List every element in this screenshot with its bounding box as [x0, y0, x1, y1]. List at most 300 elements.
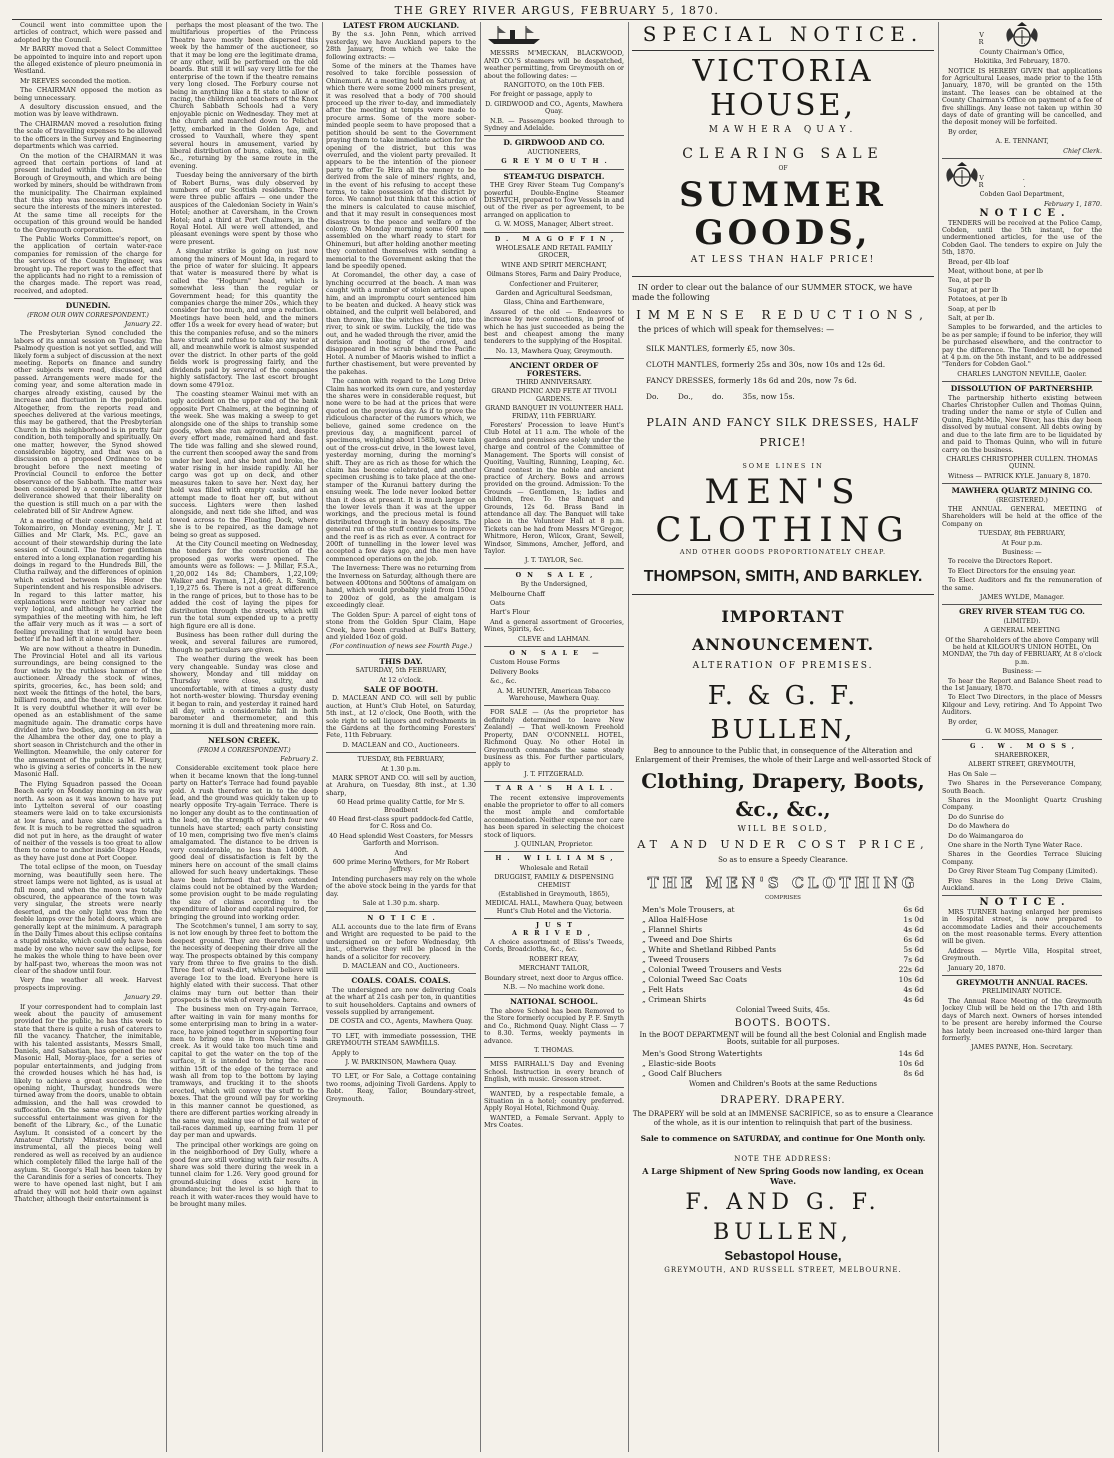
- gaol-items: [942, 259, 1102, 323]
- boots-price-list: [642, 1049, 924, 1079]
- article-paragraph: If your correspondent had to complain last week about the paucity of amusement provided for the public, he has this week to state that there is quite a rush of caterers to fill the vacancy. Thatcher, the inimitable, with his talented assistants, Messrs Small, Daniels, and Sabastian, has opened the new Masonic Hall, Moray-place, for a series of popular entertainments, and judging from the crowded houses which he has had, is likely to achieve a great success. On the opening night, Thursday, hundreds were turned away from the doors, unable to obtain admission, and the hall was crowded to suffocation. On the same evening, a highly successful entertainment was given for the benefit of the Library, &c., of the Lunatic Asylum. It consisted of a concert by the Amateur Christy Minstrels, vocal and instrumental, all the pieces being well rendered as well as received by an audience which completely filled the large hall of the asylum. St. George's Hall has been taken by the Carandinis for a series of concerts. They were to have opened last night, but I am afraid they will not hold their own against Thatcher, although their entertainment is: [14, 1002, 162, 1204]
- article-paragraph: The business men on Try-again Terrace, after waiting in vain for many months for some enterprising man to bring in a water-race, have joined together in supporting four men to bring one in from Nelson's main creek. As it would take too much time and capital to get the water on the top of the surface, it is intended to bring the race within 15ft of the edge of the terrace and wash all from top to the bottom by laying tramways, and trucking it to the shoots erected, which will convey the stuff to the boxes. That the ground will pay for working in this manner cannot be questioned, as there are different parties working already in the same way, making use of the tail water of tail-races dammed up, earning from 1l per day per man and upwards.: [170, 1005, 318, 1140]
- coals-text: The undersigned are now delivering Coals at the wharf at 21s cash per ton, in quantities to suit householders. Captains and owners of vessels supplied by arrangement.: [326, 985, 476, 1016]
- price-item-value: 6s 6d: [903, 934, 924, 944]
- sprot-note: Intending purchasers may rely on the whole of the above stock being in the yards for that day.: [326, 874, 476, 898]
- turner-title: NOTICE.: [979, 897, 1071, 909]
- gaol-item: Bread, per 4lb loaf: [948, 257, 1009, 266]
- dunedin-date-2: January 29.: [124, 993, 162, 1002]
- tara-text: The recent extensive improvements enable the proprietor to offer to all comers the most ample and comfortable accommodation. Neither expense nor care has been spared in selecting the choicest stock of liquors.: [484, 793, 624, 839]
- williams-sub: Wholesale and Retail: [519, 863, 589, 872]
- dunedin-continued: [170, 22, 318, 730]
- magoffin-line: Oilmans Stores, Farm and Dairy Produce,: [486, 270, 622, 279]
- dissolution-text: The partnership hitherto existing between Charles Christopher Cullen and Thomas Quinn, trading under the name or style of Cullen and Quinn, Eight-Mile, New River, has this day been dissolved by mutual consent. All debts owing by and due to the late firm are to be liquidated by and paid to Thomas Quinn, who will in future carry on the business.: [942, 393, 1102, 454]
- wanted-servant: WANTED, a Female Servant. Apply to Mrs Coates.: [484, 1113, 624, 1130]
- gaol-item: Potatoes, at per lb: [948, 295, 1008, 304]
- some-lines: SOME LINES IN: [742, 462, 824, 471]
- mawhera-date: TUESDAY, 8th FEBRUARY,: [978, 529, 1066, 538]
- cottage-text: TO LET, or For Sale, a Cottage containing two rooms, adjoining Tivoli Gardens. Apply to Robt. Reay, Tailor, Boundary-street, Greymouth.: [326, 1072, 476, 1103]
- share-item: Five Shares in the Long Drive Claim, Auckland.: [942, 876, 1102, 892]
- boots-item: [642, 1049, 924, 1059]
- share-item: Do Grey River Steam Tug Company (Limited).: [948, 867, 1098, 876]
- of-label: OF: [778, 165, 788, 172]
- foresters-text: Foresters' Procession to leave Hunt's Club Hotel at 11 a.m. The whole of the gardens and premises are solely under the charge and control of the Committee of Management. The Sports will consist of Quoiting, Vaulting, Running, Leaping, &c. Grand contest in the noble and ancient practice of Archery. Bows and arrows provided on the ground. Admission: To the Grounds — Gentlemen, 1s; ladies and children, free. To the Banquet and Grounds, 12s 6d. Brass Band in attendance all day. The Banquet will take place in the Volunteer Hall at 8 p.m. Tickets can be had from Messrs M'Gregor, Whitmore, Heron, Wilcox, Grant, Sewell, Windsor, Simmons, Amcher, Jefford, and Taylor.: [484, 421, 624, 555]
- races-title: GREYMOUTH ANNUAL RACES.: [956, 978, 1088, 988]
- mawhera-quay: MAWHERA QUAY.: [708, 125, 858, 135]
- important-announcement: IMPORTANT ANNOUNCEMENT.: [691, 607, 875, 655]
- foresters-banquet: GRAND BANQUET IN VOLUNTEER HALL FRIDAY, 11th FEBRUARY.: [485, 404, 623, 420]
- bullen-name-2: F. AND G. F. BULLEN,: [685, 1190, 881, 1246]
- williams-line: (Established in Greymouth, 1865),: [498, 890, 610, 898]
- price-line: FANCY DRESSES, formerly 18s 6d and 20s, now 7s 6d.: [646, 376, 857, 386]
- sale1-sign: CLEVE and LAHMAN.: [518, 634, 590, 643]
- this-day-date: SATURDAY, 5th FEBRUARY,: [355, 666, 447, 675]
- business-item: To receive the Directors Report.: [948, 557, 1053, 566]
- article-paragraph: Considerable excitement took place here when it became known that the long-tunnel party on Hatter's Terrace had found payable gold. A rush therefore set in to the deep lead, and the ground was quickly taken up to nearly opposite Try-again Terrace. There is no longer any doubt as to the continuation of the lead, on the strength of which four new tunnels have started; each party consisting of 10 men, comprising two five men's claims amalgamated. The distance to be driven is very considerable, no less than 1400ft. A good deal of dissatisfaction is felt by the miners here on account of the small claims allowed for such heavy undertakings. These have been informed that even extended claims could not be obtained by the Warden; some provision ought to be made regulating the size of claims according to the expenditure of labor and capital required, for bringing the ground into working order.: [170, 764, 318, 921]
- gaol-text-2: Samples to be forwarded, and the articles to be as per sample; if found to be inferior, they will be purchased elsewhere, and the contractor to pay the difference. The Tenders will be opened at 4 p.m. on the 5th instant, and to be addressed "Tenders for Cobden Gaol.": [942, 323, 1102, 369]
- dunedin-body-2: [14, 1004, 162, 1204]
- sprot-date: TUESDAY, 8th FEBRUARY,: [357, 755, 445, 764]
- clothing-price-list: [642, 905, 924, 1005]
- hotel-for-sale-ad: [484, 705, 624, 778]
- article-paragraph: The Presbyterian Synod concluded the labors of its annual session on Tuesday. The Psalmody question is not yet settled, and will likely form a subject of discussion at the next meeting. Reports on finance and sundry other subjects were read, discussed, and passed. Arrangements were made for the coming year, and some alteration made in charges already existing, caused by the increase and fluctuation in the population. Altogether, from the reports read and speeches delivered at the various meetings, this may be gathered, that the Presbyterian Church in this neighborhood is in pretty fair condition, both temporally and spiritually. On one matter, however, the Synod showed considerable bigotry, and that was on a discussion on a proposed Ordinance to be brought before the next meeting of Provincial Council to enforce the better observance of the Sabbath. The matter was been considered by a committee, and their deliverance showed that their liberality on the question is still much on a par with the celebrated bill of Sir Andrew Agnew.: [14, 329, 162, 516]
- mawhera-business: Business: —: [1002, 547, 1042, 556]
- nelson-date: February 2.: [280, 755, 318, 763]
- boots-item: [642, 1059, 924, 1069]
- coals-ad: [326, 973, 476, 1025]
- dunedin-article: [14, 298, 162, 1203]
- foresters-ad: [484, 358, 624, 565]
- price-item-name: „ Elastic-side Boots: [642, 1058, 716, 1068]
- county-sign: A. E. TENNANT,: [995, 137, 1049, 146]
- price-item-name: „ Crimean Shirts: [642, 994, 707, 1004]
- moss-address: ALBERT STREET, GREYMOUTH,: [968, 760, 1076, 769]
- prices-intro: the prices of which will speak for themselves: —: [638, 325, 835, 335]
- share-item: Shares in the Geordies Terrace Sluicing Company.: [942, 850, 1102, 866]
- price-item-value: 4s 6d: [903, 984, 924, 994]
- article-paragraph: Business has been rather dull during the week, and several failures are rumored, though no particulars are given.: [170, 630, 318, 654]
- article-paragraph: On the motion of the CHAIRMAN it was agreed that certain portions of land at present included within the limits of the Borough of Greymouth, and which are being worked by miners, should be withdrawn from the municipality. The Chairman explained that this step was necessary in order to secure the interests of the miners interested. At the same time all receipts for the occupation of this ground would be handed to the Greymouth corporation.: [14, 151, 162, 234]
- dissolution-witness: Witness — PATRICK KYLE. January 8, 1870.: [948, 471, 1091, 480]
- county-text: NOTICE IS HEREBY GIVEN that applications for Agricultural Leases, made prior to the 15th January, 1870, will be granted on the 15th instant. The leases can be obtained at the County Chairman's Office on payment of a fee of five shillings. Any lease not taken up within 30 days of date of granting will be cancelled, and the deposit money will be forfeited.: [942, 66, 1102, 127]
- price-list: [646, 341, 934, 405]
- price-item-name: Men's Mole Trousers, at: [642, 904, 735, 914]
- magoffin-line: Glass, China and Earthenware,: [503, 298, 605, 307]
- column-2: [170, 22, 318, 1452]
- drapery-text: The DRAPERY will be sold at an IMMENSE SACRIFICE, so as to ensure a Clearance of the whole, as it is our intention to relinquish that part of the business.: [632, 1110, 934, 1128]
- sale2-items: [484, 659, 624, 685]
- sale-item: Custom House Forms: [490, 658, 560, 667]
- article-paragraph: The total eclipse of the moon, on Tuesday morning, was beautifully seen here. The street lamps were not lighted, as is usual at full moon, and when the moon was totally obscured, the appearance of the town was very singular, the streets were nearly deserted, and the only light was from the feeble lamps over the hotel doors, which are generally kept at the minimum. A paragraph in the Daily Times about this eclipse contains a stupid mistake, which could only have been made by one who never saw the eclipse, for he makes the whole thing to have been over by half-past two, whereas the moon was not clear of the shadow until four.: [14, 863, 162, 975]
- sprot-time: At 1.30 p.m.: [381, 764, 421, 773]
- mawhera-text: THE ANNUAL GENERAL MEETING of Shareholders will be held at the office of the Company on: [942, 504, 1102, 528]
- coals-title: COALS. COALS. COALS.: [351, 976, 451, 986]
- article-paragraph: The weather during the week has been very changeable. Sunday was close and showery, Monday and till midday on Thursday were close, sultry, and uncomfortable, with at times a gusty dusty hot north-wester blowing. Thursday evening it began to rain, and yesterday it rained hard all day, with a considerable fall in both barometer and thermometer, and this morning it is dull and threatening more rain.: [170, 655, 318, 730]
- article-paragraph: The Inverness: There was no returning from the Inverness on Saturday, although there are between 400tons and 500tons of amalgam on hand, which would probably yield from 150oz to 200oz of gold, as the amalgam is exceedingly clear.: [326, 564, 476, 610]
- sale1-by: By the Undersigned,: [520, 580, 588, 589]
- article-paragraph: The Public Works Committee's report, on the application of certain water-race companies for remission of the charge for the services of the County Engineer, was brought up. The report was to the effect that the applicants had no right to a remission of the charges made. The report was read, received, and adopted.: [14, 234, 162, 295]
- grey-tug-business: Business: —: [1002, 667, 1042, 676]
- summer-goods: SUMMER GOODS,: [679, 175, 887, 254]
- clothing-item: [642, 955, 924, 965]
- coals-sign: DE COSTA and CO., Agents, Mawhera Quay.: [329, 1017, 473, 1026]
- column-1: [14, 22, 162, 1452]
- magoffin-ad: [484, 232, 624, 356]
- article-paragraph: Council went into committee upon the articles of contract, which were passed and adopted by the Council.: [14, 22, 162, 44]
- price-item-value: 5s 6d: [903, 944, 924, 954]
- clothing-item: [642, 995, 924, 1005]
- this-day-title: THIS DAY.: [379, 656, 423, 666]
- races-ad: [942, 975, 1102, 1052]
- dissolution-title: DISSOLUTION OF PARTNERSHIP.: [950, 384, 1094, 394]
- article-paragraph: The Scotchmen's tunnel, I am sorry to say, is not low enough by three feet to bottom the deepest ground. They are therefore under the necessity of deepening their drive all the way. The prospects obtained by this company vary from three to five grains to the dish. Three feet of wash-dirt, which I believe will average 1oz to the load. Everyone here is highly elated with their success. That other claims may turn out better than their prospects is the wish of every one here.: [170, 921, 318, 1004]
- immense-reductions: IMMENSE REDUCTIONS,: [636, 308, 930, 323]
- article-paragraph: At the City Council meeting on Wednesday, the tenders for the construction of the proposed gas works were opened. The amounts were as follows: — J. Millar, F.S.A., 1,20,002 14s 8d; Chambers, 1,22,109; Walker and Fayman, 1,21,466; A. R. Smith, 1,19,275 6s. There is not a great difference in the range of prices, but to those has to be added the cost of laying the pipes for distribution through the streets, which will run the total sum expended up to a pretty high figure ere all is done.: [170, 540, 318, 630]
- williams-line: DRUGGIST, FAMILY & DISPENSING CHEMIST: [494, 873, 614, 889]
- continued-note: (For continuation of news see Fourth Page.): [329, 642, 473, 651]
- auction-item: 60 Head prime quality Cattle, for Mr S. Broadbent: [337, 798, 465, 814]
- sawmills-sign: J. W. PARKINSON, Mawhera Quay.: [345, 1058, 457, 1066]
- magoffin-line: Confectioner and Fruiterer,: [509, 279, 599, 288]
- shipping-note: N.B. — Passengers booked through to Sydney and Adelaide.: [484, 116, 624, 133]
- hunter-ad: [484, 646, 624, 702]
- moss-has: Has On Sale —: [948, 769, 997, 778]
- grey-tug-text: Of the Shareholders of the above Company will be held at KILGOUR'S UNION HOTEL, On MONDAY, the 7th day of FEBRUARY, At 8 o'clock p.m.: [942, 635, 1102, 666]
- auction-item: 40 Head first-class spurt paddock-fed Cattle, for C. Ross and Co.: [328, 815, 474, 831]
- price-item-name: Men's Good Strong Watertights: [642, 1048, 763, 1058]
- share-item: Two Shares in the Perseverance Company, South Beach.: [942, 779, 1102, 795]
- shipping-vessel: RANGITOTO, on the 10th FEB.: [503, 81, 605, 90]
- article-paragraph: By the s.s. John Penn, which arrived yesterday, we have Auckland papers to the 28th January, from which we take the following extracts: —: [326, 30, 476, 61]
- dunedin-body: [14, 330, 162, 992]
- sprot-text: MARK SPROT AND CO. will sell by auction, at Arahura, on Tuesday, 8th inst., at 1.30 sharp,: [326, 774, 476, 797]
- gaol-notice-ad: [942, 158, 1102, 378]
- clothing-item: [642, 975, 924, 985]
- tara-sign: J. QUINLAN, Proprietor.: [515, 839, 593, 848]
- sale2-sign: A. M. HUNTER, American Tobacco Warehouse, Mawhera Quay.: [497, 686, 611, 703]
- vr-cipher-1: V. R.: [978, 31, 1066, 47]
- share-item: Do do Sunrise do: [948, 812, 1004, 821]
- reay-name: ROBERT REAY,: [529, 954, 579, 963]
- reay-address: Boundary street, next door to Argus office.: [484, 973, 624, 982]
- under-cost-price: AT AND UNDER COST PRICE,: [637, 838, 929, 852]
- column-divider: [628, 22, 629, 1452]
- mens-clothing-title: MEN'S CLOTHING: [655, 471, 911, 550]
- price-item-name: „ White and Shetland Ribbed Pants: [642, 944, 776, 954]
- gaol-sign: CHARLES LANGTON NEVILLE, Gaoler.: [957, 369, 1087, 378]
- foresters-sub: THIRD ANNIVERSARY.: [516, 378, 592, 387]
- county-date: Hokitika, 3rd February, 1870.: [973, 57, 1071, 66]
- foresters-picnic: GRAND PICNIC AND FETE AT TIVOLI GARDENS.: [491, 387, 617, 403]
- article-paragraph: The Flying Squadron passed the Ocean Beach early on Monday morning on its way north. As soon as it was known to have put into Lyttelton several of our coasting steamers were laid on to take excursionists at low fares, and have since sailed with a few. It is much to be regretted the squadron did not put in here, as the draught of water of neither of the vessels is too great to allow them to come to anchor inside Otago Heads, as they have just done at Port Cooper.: [14, 779, 162, 862]
- clothing-item: [642, 985, 924, 995]
- column-4: [484, 22, 624, 1452]
- magoffin-line: WINE AND SPIRIT MERCHANT,: [501, 260, 607, 269]
- auckland-title: LATEST FROM AUCKLAND.: [342, 22, 460, 30]
- clothing-item: [642, 965, 924, 975]
- sprot-auction-ad: [326, 752, 476, 907]
- sale-item: Hart's Flour: [490, 608, 530, 617]
- mawhera-registered: (REGISTERED.): [996, 495, 1048, 504]
- speedy-clearance: So as to ensure a Speedy Clearance.: [718, 856, 848, 865]
- article-paragraph: Tuesday being the anniversary of the birth of Robert Burns, was duly observed by numbers of our Scottish residents. There were three public affairs — one under the auspices of the Caledonian Society in Wain's Hotel; another at Caversham, in the Crown Hotel; and a third at Port Chalmers, in the Royal Hotel. All were well attended, and pleasant evenings were spent by those who were present.: [170, 171, 318, 246]
- article-paragraph: Very fine weather all week. Harvest prospects improving.: [14, 976, 162, 992]
- gaol-item: Meat, without bone, at per lb: [948, 266, 1043, 275]
- plain-fancy-silk: PLAIN AND FANCY SILK DRESSES, HALF PRICE!: [646, 416, 920, 450]
- price-item-value: 10s 6d: [898, 1058, 924, 1068]
- boots-item: [642, 1069, 924, 1079]
- fairhall-text: MISS FAIRHALL'S Day and Evening School. Instruction in every branch of English, with music. Gresson street.: [484, 1060, 624, 1084]
- special-notice: SPECIAL NOTICE.: [642, 22, 924, 46]
- price-line: Do. Do., do. 35s, now 15s.: [646, 392, 795, 402]
- share-item: Shares in the Moonlight Quartz Crushing Company.: [942, 795, 1102, 812]
- forsale-text: FOR SALE — (As the proprietor has definitely determined to leave New Zealand) — That well-known Freehold Property, DAN O'CONNELL HOTEL, Richmond Quay. No other Hotel in Greymouth commands the same steady business as this. For further particulars, apply to: [484, 708, 624, 769]
- williams-title: H. WILLIAMS,: [495, 854, 619, 863]
- sale-commence: Sale to commence on SATURDAY, and continue for One Month only.: [640, 1134, 926, 1144]
- price-item-name: „ Tweed Trousers: [642, 954, 710, 964]
- intro-text: IN order to clear out the balance of our SUMMER STOCK, we have made the following: [632, 283, 913, 303]
- drapery-title: DRAPERY. DRAPERY.: [720, 1095, 846, 1107]
- foresters-sign: J. T. TAYLOR, Sec.: [524, 556, 584, 565]
- price-item-name: „ Tweed and Doe Shirts: [642, 934, 733, 944]
- business-item: To Elect Directors for the ensuing year.: [948, 566, 1076, 575]
- clothing-item: [642, 945, 924, 955]
- gaol-item: Salt, at per lb.: [948, 314, 995, 322]
- sale2-title: ON SALE —: [509, 649, 605, 658]
- price-item-name: „ Colonial Tweed Trousers and Vests: [642, 964, 782, 974]
- victoria-house-ad: [632, 22, 934, 1452]
- this-day-ad: [326, 654, 476, 749]
- sale-item: Melbourne Chaff: [490, 589, 545, 598]
- fairhall-ad: [484, 1057, 624, 1083]
- sale-item: Oats: [490, 599, 505, 607]
- price-item-name: „ Flannel Shirts: [642, 924, 703, 934]
- auckland-body: [326, 31, 476, 641]
- sawmills-apply: Apply to: [332, 1048, 359, 1057]
- share-item: Do do Mawhera do: [948, 822, 1010, 831]
- shipping-text: MESSRS M'MECKAN, BLACKWOOD, AND CO.'S steamers will be despatched, weather permitting, from Greymouth on or about the following dates: —: [484, 49, 624, 80]
- article-paragraph: Mr REEVES seconded the motion.: [20, 76, 132, 85]
- steamship-icon: [484, 24, 544, 46]
- forsale-sign: J. T. FITZGERALD.: [524, 769, 584, 778]
- price-item-name: „ Felt Hats: [642, 984, 684, 994]
- mawhera-mining-ad: [942, 483, 1102, 601]
- vr-cipher-2: V. R.: [978, 173, 1066, 189]
- williams-line: MEDICAL HALL, Mawhera Quay, between Hunt's Club Hotel and the Victoria.: [485, 899, 623, 915]
- sawmills-text: TO LET, with immediate possession, THE GREYMOUTH STEAM SAWMILLS.: [326, 1031, 476, 1048]
- comprises-label: COMPRISES: [765, 895, 801, 902]
- sale-item: Delivery Books: [490, 667, 539, 676]
- reay-ad: [484, 918, 624, 991]
- price-item-value: 1s 0d: [903, 914, 924, 924]
- arrived-text: A choice assortment of Bliss's Tweeds, Cords, Broadcloths, &c., &c.: [484, 938, 624, 954]
- nelson-title: NELSON CREEK.: [207, 736, 281, 746]
- cottage-ad: [326, 1069, 476, 1103]
- auction-item: 600 prime Merino Wethers, for Mr Robert Jeffrey.: [332, 858, 470, 874]
- article-paragraph: The cannon with regard to the Long Drive Claim has worked its own cure, and yesterday the shares were in considerable request, but none were to be had at the prices that were quoted on the previous day. As if to prove the ridiculous character of the rumors which, we believe, gained some credence on the previous day, a magnificent parcel of specimens, weighing about 158lb, were taken out of the cross-cut drive, in the lowest level, yesterday morning, during the morning's shift. They are as rich as those for which the claim has become celebrated, and another specimen crushing is to take place at the one-stamper of the Kuranui battery during the ensuing week. The lode never looked better than it does at present. It is much larger on the lower levels than it was at the upper workings, and the precious metal is found distributed through it in heavy deposits. The general run of the stuff continues to improve and the reef is as rich as ever. A contract for 200ft of tunnelling in the lower level was accepted a few days ago, and the men have commenced operations on the job.: [326, 377, 476, 563]
- maclean-notice-ad: [326, 911, 476, 971]
- magoffin-title: D. MAGOFFIN,: [494, 234, 620, 243]
- sprot-items: [326, 799, 476, 874]
- price-item-value: 7s 6d: [903, 954, 924, 964]
- grey-tug-by: By order,: [948, 717, 978, 726]
- article-paragraph: A singular strike is going on just now among the miners of Mount Ida, in regard to the price of water for sluicing. It appears that water is measured there by what is called the "Hogburn" head, which is somewhat less than the regular or Government head; for this quantity the companies charge the miner 20s., which they consider far too much, and urge a reduction. Meetings have been held, and the miners offer 10s a week for every head of water; but this the companies refuse, and so the miners have struck and refuse to take any water at all, and meanwhile work is almost suspended over the district. In other parts of the gold fields work is progressing fairly, and the dividends paid by several of the companies highly satisfactory. The last escort brought down some 4791oz.: [170, 247, 318, 389]
- mawhera-sign: JAMES WYLDE, Manager.: [979, 593, 1065, 601]
- tug-dispatch-ad: [484, 169, 624, 229]
- grey-tug-meeting-ad: [942, 604, 1102, 735]
- williams-lines: [484, 874, 624, 915]
- price-line: CLOTH MANTLES, formerly 25s and 30s, now 10s and 12s 6d.: [646, 360, 886, 370]
- article-paragraph: The CHAIRMAN moved a resolution fixing the scale of travelling expenses to be allowed to the officers in the Survey and Engineering departments which was carried.: [14, 119, 162, 151]
- girdwood-ad: [484, 135, 624, 165]
- article-paragraph: At Coromandel, the other day, a case of lynching occurred at the beach. A man was caught with a number of stolen articles upon him, and an impromptu court sentenced him to be beaten and ducked. A heavy stick was obtained, and the culprit well belabored, and then thrown, like the witches of old, into the river, to sink or swim. Luckily, the tide was out, and he waded through the river, amid the derision and hooting of the crowd, and disappeared in the scrub behind the Pacific Hotel. A number of Maoris wished to inflict a further chastisement, but were prevented by the pakehas.: [326, 271, 476, 376]
- other-goods: AND OTHER GOODS PROPORTIONATELY CHEAP.: [679, 547, 887, 556]
- county-role: Chief Clerk.: [1063, 146, 1102, 155]
- school-ad: [484, 994, 624, 1054]
- shipping-freight: For freight or passage, apply to: [490, 90, 593, 99]
- magoffin-line: WHOLESALE AND RETAIL FAMILY GROCER,: [495, 243, 612, 260]
- price-item-value: 14s 6d: [898, 1048, 924, 1058]
- price-item-name: „ Good Calf Bluchers: [642, 1068, 722, 1078]
- turner-text: MRS TURNER having enlarged her premises in Hospital street, is now prepared to accommodate Ladies and their accouchements on the most reasonable terms. Every attention will be given.: [942, 907, 1102, 946]
- price-item-value: 4s 6d: [903, 994, 924, 1004]
- gaol-item: Sugar, at per lb: [948, 285, 999, 294]
- dissolution-ad: [942, 381, 1102, 480]
- county-by: By order,: [948, 127, 978, 136]
- auction-item: 40 Head splendid West Coasters, for Messrs Garforth and Morrison.: [329, 831, 473, 848]
- half-price-line: AT LESS THAN HALF PRICE!: [690, 255, 876, 266]
- mens-clothing-outline: THE MEN'S CLOTHING: [647, 874, 919, 893]
- girdwood-sub: AUCTIONEERS,: [527, 147, 581, 156]
- taras-hall-ad: [484, 781, 624, 848]
- article-paragraph: The principal other workings are going on in the neighborhood of Dry Gully, where a good few are still working with fair results. A share was sold there during the week in a tunnel claim for 1.26. Very good ground for ground-sluicing does exist here in abundance; but the level is so high that to reach it with water-races they would have to be brought many miles.: [170, 1140, 318, 1208]
- school-text: The above School has been Removed to the Store formerly occupied by P. F. Smyth and Co., Richmond Quay. Night Class — 7 to 8.30. Terms, weekly payments in advance.: [484, 1006, 624, 1045]
- races-text: The Annual Race Meeting of the Greymouth Jockey Club will be held on the 17th and 18th days of March next. Owners of horses intended to be present are hereby informed the Course has lately been increased one-third larger than formerly.: [942, 996, 1102, 1042]
- notice-text: ALL accounts due to the late firm of Evans and Wright are requested to be paid to the undersigned on or before Wednesday, 9th inst., otherwise they will be placed in the hands of a solicitor for recovery.: [326, 922, 476, 961]
- gaol-item: Soap, at per lb: [948, 304, 996, 313]
- races-notice: PRELIMINARY NOTICE.: [982, 987, 1062, 996]
- alteration-premises: ALTERATION OF PREMISES.: [692, 661, 874, 672]
- wanted-ads: [484, 1087, 624, 1130]
- article-paragraph: At a meeting of their constituency, held at Tokomairiro, on Monday evening, Mr J. T. Gillies and Mr Clark, Ms. P.C., gave an account of their stewardship during the late session of Council. The former gentleman entered into a long explanation regarding his doings in regard to the Hundreds Bill, the Clutha railway, and the differences of opinion which existed between his Honor the Superintendent and his responsible advisers. In regard to this latter matter, his explanations were neither very clear nor very logical, and although he carried the sympathies of the meeting with him, he left the affair very much as it was — a sort of feeling prevailing that it would have been better if he had left it alone altogether.: [14, 516, 162, 644]
- grey-tug-items: [942, 678, 1102, 717]
- turner-address: Address — Myrtle Villa, Hospital street, Greymouth.: [942, 946, 1102, 963]
- dunedin-date: January 22.: [124, 320, 162, 329]
- school-title: NATIONAL SCHOOL.: [510, 997, 598, 1007]
- colonial-suits: Colonial Tweed Suits, 45s.: [736, 1005, 830, 1014]
- bullen-address: GREYMOUTH, AND RUSSELL STREET, MELBOURNE.: [664, 1266, 902, 1275]
- share-item: Do do Waimangaroa do: [948, 831, 1024, 840]
- clothing-drapery-boots: Clothing, Drapery, Boots, &c., &c.,: [641, 769, 925, 822]
- school-sign: T. THOMAS.: [534, 1045, 574, 1054]
- thompson-smith-barkley: THOMPSON, SMITH, AND BARKLEY.: [643, 568, 923, 586]
- nelson-article: [170, 733, 318, 1208]
- grey-tug-title: GREY RIVER STEAM TUG CO.: [959, 607, 1085, 617]
- clothing-item: [642, 905, 924, 915]
- cleve-lahman-ad: [484, 568, 624, 643]
- reay-note: N.B. — No machine work done.: [503, 983, 605, 992]
- moss-title: G. W. MOSS,: [969, 741, 1081, 750]
- nelson-subtitle: (FROM A CORRESPONDENT.): [197, 746, 291, 754]
- sprot-sale: Sale at 1.30 p.m. sharp.: [362, 899, 440, 908]
- gaol-text: TENDERS will be received at the Police Camp, Cobden, until the 5th instant, for the undermentioned articles, for the use of the Cobden Gaol. The tenders to expire on July the 5th, 1870.: [942, 218, 1102, 257]
- mawhera-time: At Four p.m.: [1001, 538, 1043, 547]
- column-divider: [938, 22, 939, 1452]
- article-paragraph: perhaps the most pleasant of the two. The multifarious properties of the Princess Theatre have mostly been dispersed this week by the hammer of the auctioneer, so that it may be long ere the legitimate drama, or any other, will be performed on the old boards. But still it will say very little for the enterprise of the town if the theatre remains very long closed. The Forbury course not being in anything like a fit state to allow of racing, the children and teachers of the Knox Church Sabbath Schools had a very enjoyable picnic on Wednesday. They met at the church and marched down to Pelichet Jetty, embarked in the Golden Age, and crossed to Vauxhall, where they spent several hours in amusement, varied by liberal distribution of buns, cakes, tea, milk, &c., returning by the same route in the evening.: [170, 22, 318, 170]
- price-item-name: „ Alloa Half-Hose: [642, 914, 708, 924]
- sale-of-booth-title: SALE OF BOOTH.: [363, 684, 439, 694]
- price-item-value: 6s 6d: [903, 904, 924, 914]
- dissolution-sign: CHARLES CHRISTOPHER CULLEN. THOMAS QUINN.: [946, 454, 1098, 471]
- share-item: One share in the North Tyne Water Race.: [948, 840, 1083, 849]
- note-address: NOTE THE ADDRESS:: [734, 1155, 832, 1164]
- notice-title: NOTICE.: [367, 913, 441, 922]
- grey-tug-meeting: A GENERAL MEETING: [984, 626, 1060, 635]
- victoria-house-title: VICTORIA HOUSE,: [692, 54, 874, 123]
- boots-text: In the BOOT DEPARTMENT will be found all the best Colonial and English made Boots, suitable for all purposes.: [639, 1031, 927, 1047]
- grey-tug-limited: (LIMITED).: [1003, 616, 1041, 625]
- column-divider: [166, 22, 167, 1452]
- article-paragraph: The Golden Spur: A parcel of eight tons of stone from the Golden Spur Claim, Hape Creek, have been crushed at Bull's Battery, and yielded 16oz of gold.: [326, 610, 476, 641]
- bullen-name: F. & G. F. BULLEN,: [707, 681, 859, 746]
- notice-sign: D. MACLEAN and CO., Auctioneers.: [342, 961, 460, 970]
- clothing-item: [642, 915, 924, 925]
- arrived-title: JUST ARRIVED,: [512, 921, 596, 937]
- grey-tug-sign: G. W. MOSS, Manager.: [985, 727, 1059, 736]
- price-item-value: 8s 6d: [903, 1068, 924, 1078]
- sale1-items: [484, 591, 624, 634]
- article-paragraph: Some of the miners at the Thames have resolved to take forcible possession of Ohinemuri. At a meeting held on Saturday, at which there were some 2000 miners present, it was resolved that a body of 700 should proceed up the river to-day, and immediately after the meeting at tempts were made to procure arms. Some of the more sober-minded people seem to have proposed that a petition should be sent to the Government praying them to take immediate action for the opening of the district, but this was overruled, and the violent party prevailed. It appears to be the intention of the pioneer party to offer Te Hira all the money to be derived from the sale of miners' rights, and, in the event of his refusing to accept these terms, to take possession of the district by force. We cannot but think that this action of the miners is calculated to cause mischief, and that it may result in consequences most disastrous to the peace and welfare of the colony. On Monday morning some 600 men assembled on the wharf ready to start for Ohinemuri, but after holding another meeting they contented themselves with sending a memorial to the Government asking that the land be speedily opened.: [326, 62, 476, 270]
- new-spring-shipment: A Large Shipment of New Spring Goods now landing, ex Ocean Wave.: [642, 1166, 924, 1187]
- tug-sign: G. W. MOSS, Manager, Albert street.: [494, 220, 614, 229]
- nelson-body: [170, 765, 318, 1208]
- boots-title: BOOTS. BOOTS.: [734, 1018, 832, 1030]
- tara-title: TARA'S HALL.: [495, 784, 619, 793]
- gaol-title: NOTICE.: [979, 208, 1071, 220]
- clearing-sale: CLEARING SALE: [682, 146, 884, 162]
- article-paragraph: We are now without a theatre in Dunedin. The Provincial Hotel and all its various surroundings, are being consigned to the four winds by the ruthless hammer of the auctioneer. Already the stock of wines, spirits, groceries, &c., has been sold; and next week the fittings of the hotel, the bars, billiard rooms, and the theatre, are to follow. It is very doubtful whether it will ever be opened as an establishment of the same magnitude again. The dramatic corps have divided into two bodies, and gone north, in the Alhambra the other day, one to play a short season in Christchurch and the other in Wellington. Meanwhile, the only caterer for the amusement of the public is M. Fleury, who is giving a series of concerts in the new Masonic Hall.: [14, 644, 162, 779]
- mawhera-title: MAWHERA QUARTZ MINING CO.: [951, 486, 1093, 496]
- column-divider: [322, 22, 323, 1452]
- article-paragraph: Mr BARRY moved that a Select Committee be appointed to inquire into and report upon the alleged existence of pleuro pneumonia in Westland.: [14, 45, 162, 76]
- gaol-date: February 1, 1870.: [1043, 199, 1102, 208]
- sebastopol-house: Sebastopol House,: [724, 1248, 842, 1264]
- business-item: To hear the Report and Balance Sheet read to the 1st January, 1870.: [942, 676, 1102, 693]
- price-item-value: 10s 6d: [898, 974, 924, 984]
- business-item: To Elect Auditors and fix the remuneration of the same.: [942, 576, 1102, 592]
- reay-trade: MERCHANT TAILOR,: [518, 964, 590, 973]
- bullen-text: Beg to announce to the Public that, in consequence of the Alteration and Enlargement of their Premises, the whole of their Large and well-assorted Stock of: [635, 747, 931, 765]
- magoffin-text: Assured of the old — Endeavors to increase by new connections, in proof of which he has just succeeded as being the best and cheapest among the many tenderers to the supplying of the Hospital.: [484, 307, 624, 346]
- turner-notice-ad: [942, 895, 1102, 972]
- column-6: [942, 22, 1102, 1452]
- sale-item: &c., &c.: [490, 677, 517, 686]
- business-item: To Elect Two Directors, in the place of Messrs Kilgour and Levy, retiring. And To Appoint Two Auditors.: [942, 693, 1102, 717]
- mawhera-items: [942, 558, 1102, 592]
- clothing-item: [642, 925, 924, 935]
- sale-of-booth-sign: D. MACLEAN and CO., Auctioneers.: [342, 740, 460, 749]
- auction-item: And: [394, 848, 408, 857]
- royal-crest-icon: [942, 162, 982, 188]
- moss-sub: SHAREBROKER,: [994, 750, 1050, 759]
- boots-women: Women and Children's Boots at the same Reductions: [689, 1079, 877, 1088]
- price-item-value: 4s 6d: [903, 924, 924, 934]
- this-day-time: At 12 o'clock.: [379, 675, 423, 684]
- turner-date: January 20, 1870.: [948, 963, 1006, 972]
- county-office: County Chairman's Office,: [979, 47, 1065, 56]
- masthead: THE GREY RIVER ARGUS, FEBRUARY 5, 1870.: [394, 4, 720, 17]
- sale-of-booth-text: D. MACLEAN AND CO. will sell by public auction, at Hunt's Club Hotel, on Saturday, 5th inst., at 12 o'clock, One Booth, with the sole right to sell liquors and refreshments in the Gardens at the forthcoming Foresters' Fete, 11th February.: [326, 694, 476, 740]
